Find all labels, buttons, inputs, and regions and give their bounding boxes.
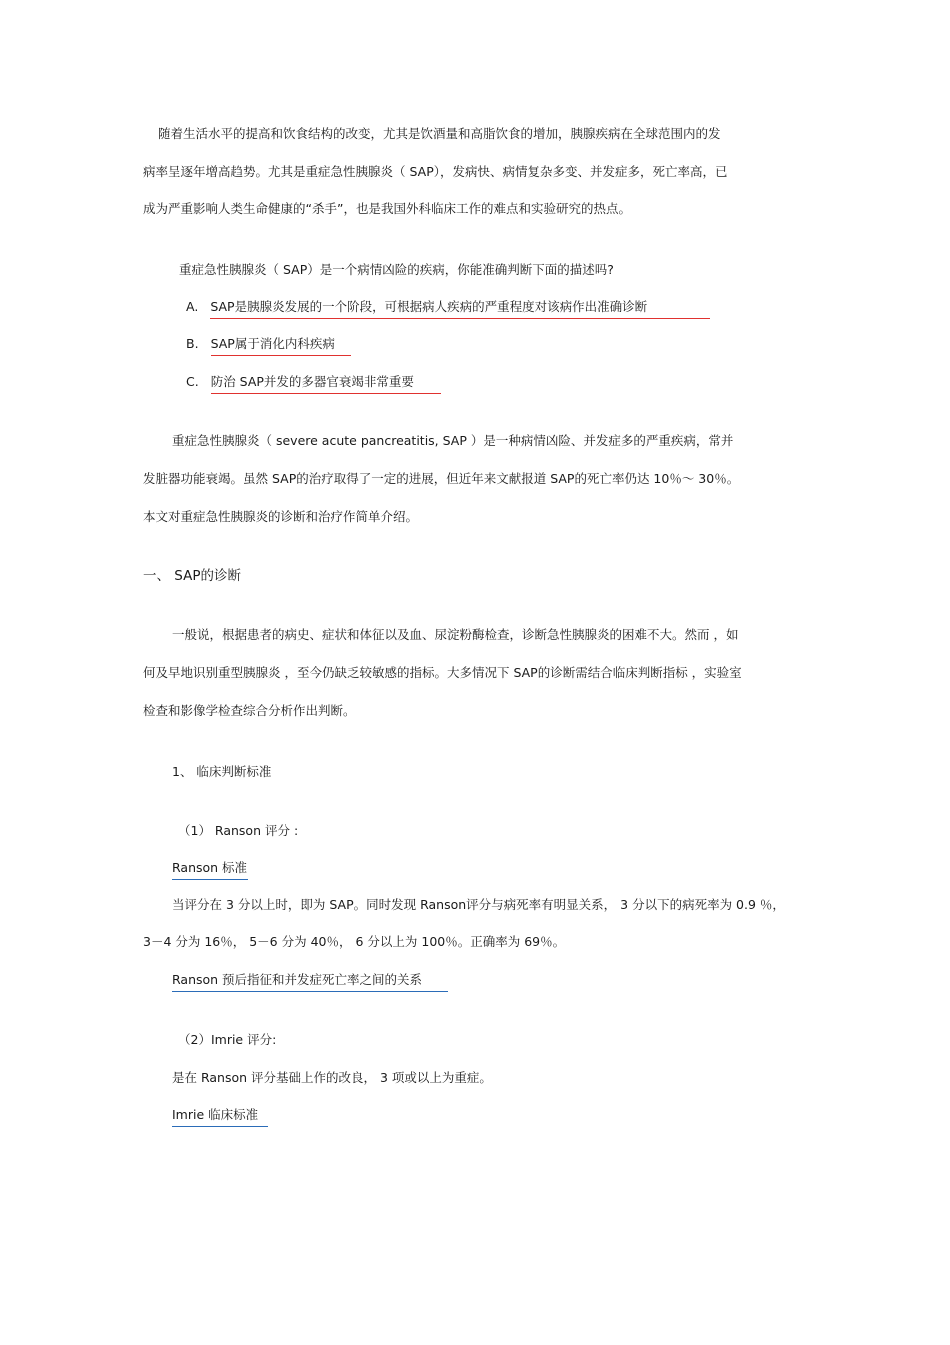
- section1-para-line-1: 一般说，根据患者的病史、症状和体征以及血、尿淀粉酶检查，诊断急性胰腺炎的困难不大。然而 ，如: [172, 627, 739, 642]
- ranson-text-line-1: 当评分在 3 分以上时，即为 SAP。同时发现 Ranson评分与病死率有明显关系， 3 分以下的病死率为 0.9 ％，: [172, 897, 785, 912]
- imrie-text: 是在 Ranson 评分基础上作的改良， 3 项或以上为重症。: [172, 1070, 492, 1085]
- option-text: SAP是胰腺炎发展的一个阶段，可根据病人疾病的严重程度对该病作出准确诊断: [210, 299, 710, 319]
- intro-line-1: 随着生活水平的提高和饮食结构的改变，尤其是饮酒量和高脂饮食的增加，胰腺疾病在全球范围内的发: [158, 126, 721, 141]
- section1-para-line-2: 何及早地识别重型胰腺炎 ，至今仍缺乏较敏感的指标。大多情况下 SAP的诊断需结合临床判断指标 ，实验室: [143, 665, 742, 680]
- quiz-option-a[interactable]: [186, 299, 710, 319]
- imrie-heading: （2）Imrie 评分:: [178, 1032, 277, 1047]
- quiz-option-c[interactable]: [186, 374, 441, 394]
- quiz-question: 重症急性胰腺炎（ SAP）是一个病情凶险的疾病，你能准确判断下面的描述吗?: [179, 262, 614, 277]
- option-text: SAP属于消化内科疾病: [211, 336, 351, 356]
- section1-para-line-3: 检查和影像学检查综合分析作出判断。: [143, 703, 356, 718]
- imrie-criteria-link[interactable]: [172, 1107, 268, 1127]
- overview-line-2: 发脏器功能衰竭。虽然 SAP的治疗取得了一定的进展，但近年来文献报道 SAP的死亡率仍达 10％～ 30％。: [143, 471, 740, 486]
- option-letter: B.: [186, 336, 199, 351]
- ranson-heading: （1） Ranson 评分 :: [178, 823, 299, 838]
- subsection-heading-clinical-criteria: 1、 临床判断标准: [172, 764, 272, 779]
- ranson-prognosis-link[interactable]: [172, 972, 448, 992]
- ranson-prognosis-link-text: Ranson 预后指征和并发症死亡率之间的关系: [172, 972, 448, 992]
- overview-line-3: 本文对重症急性胰腺炎的诊断和治疗作简单介绍。: [143, 509, 419, 524]
- intro-line-2: 病率呈逐年增高趋势。尤其是重症急性胰腺炎（ SAP），发病快、病情复杂多变、并发症多，死亡率高，已: [143, 164, 728, 179]
- intro-line-3: 成为严重影响人类生命健康的“杀手”，也是我国外科临床工作的难点和实验研究的热点。: [143, 201, 631, 216]
- ranson-criteria-link[interactable]: [172, 860, 248, 880]
- option-letter: A.: [186, 299, 199, 314]
- option-text: 防治 SAP并发的多器官衰竭非常重要: [211, 374, 441, 394]
- quiz-option-b[interactable]: [186, 336, 351, 356]
- section-heading-diagnosis: 一、 SAP的诊断: [143, 568, 241, 584]
- overview-line-1: 重症急性胰腺炎（ severe acute pancreatitis, SAP ）是一种病情凶险、并发症多的严重疾病，常并: [172, 433, 734, 448]
- ranson-text-line-2: 3－4 分为 16％， 5－6 分为 40％， 6 分以上为 100％。正确率为 69％。: [143, 934, 566, 949]
- imrie-criteria-link-text: Imrie 临床标准: [172, 1107, 268, 1127]
- ranson-criteria-link-text: Ranson 标准: [172, 860, 248, 880]
- option-letter: C.: [186, 374, 199, 389]
